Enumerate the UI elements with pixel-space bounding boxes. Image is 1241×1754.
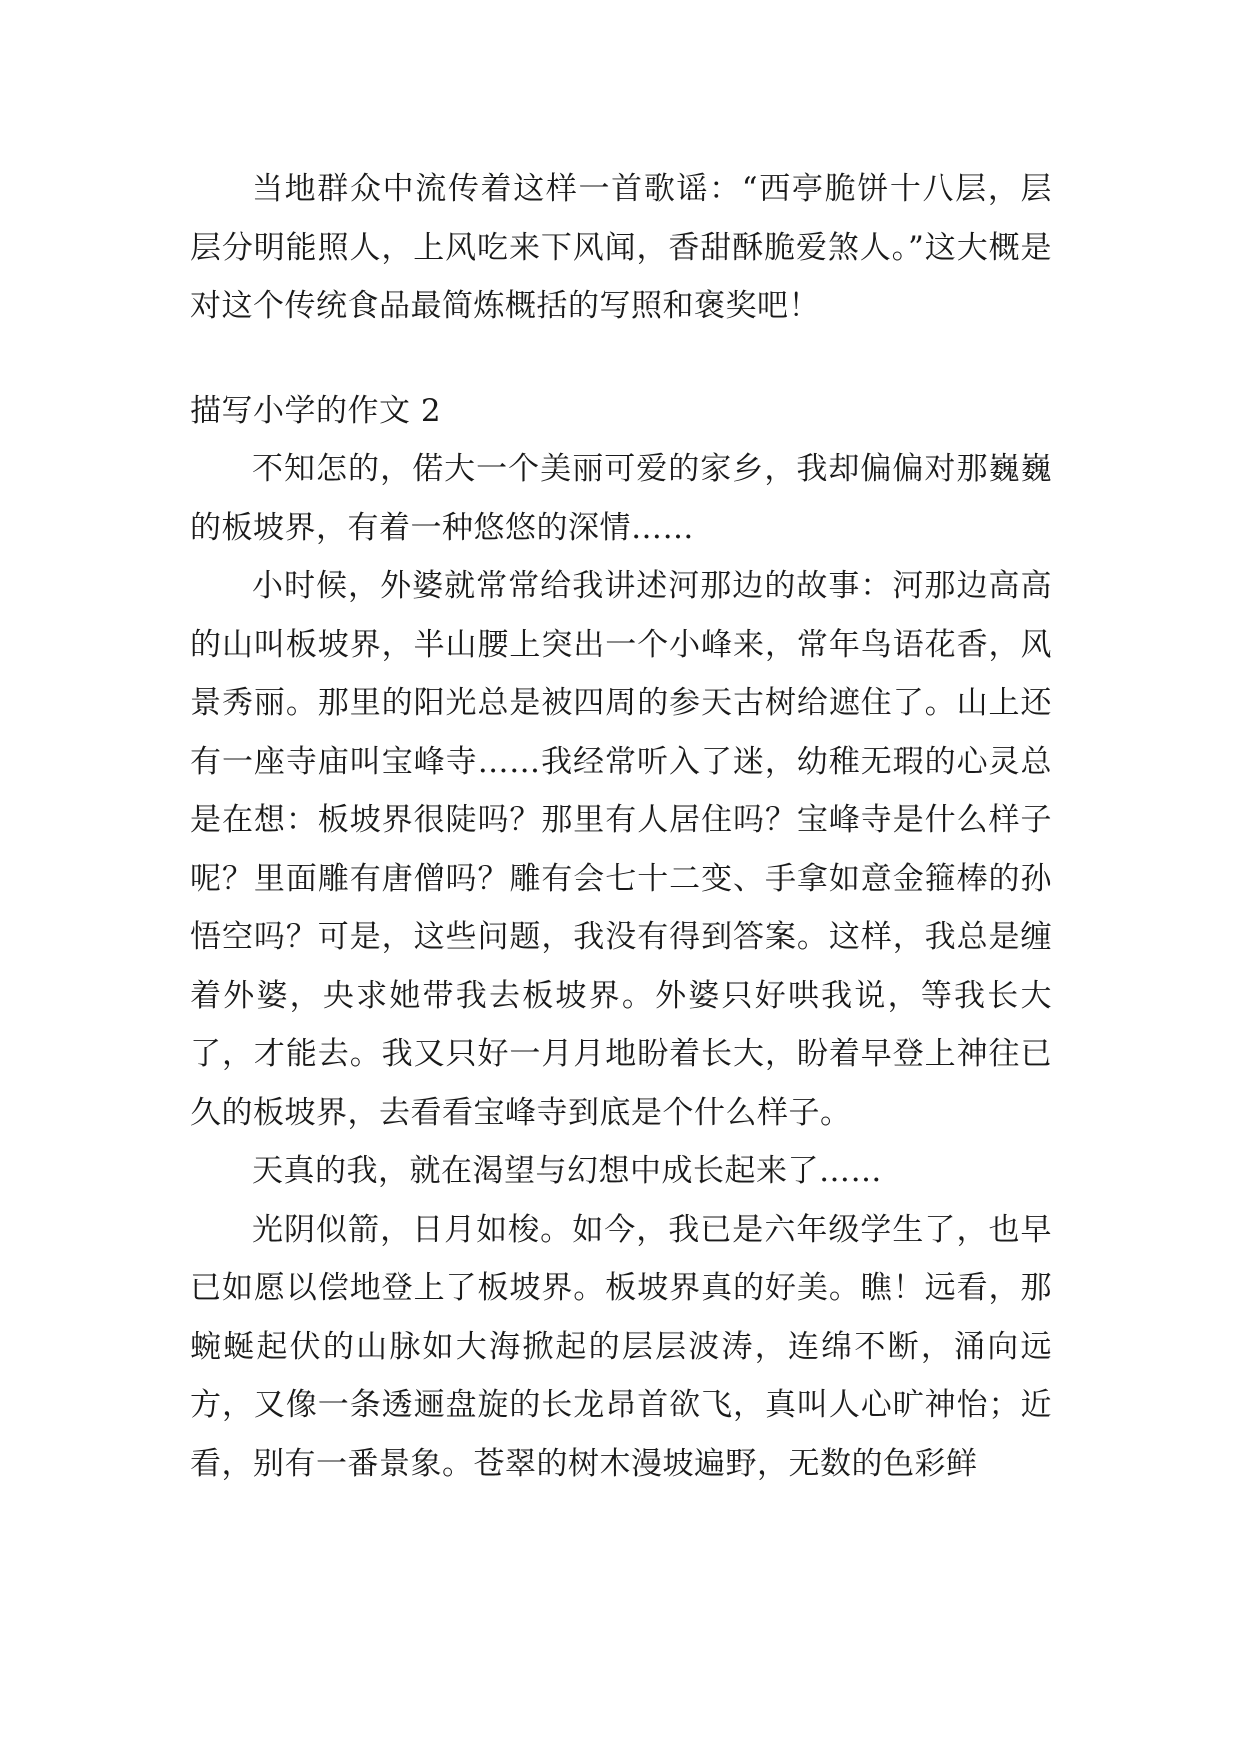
document-body <box>190 160 1052 1493</box>
paragraph-intro: 不知怎的，偌大一个美丽可爱的家乡，我却偏偏对那巍巍的板坡界，有着一种悠悠的深情…… <box>190 451 1052 546</box>
paragraph-folk-song: 当地群众中流传着这样一首歌谣：“西亭脆饼十八层，层层分明能照人，上风吃来下风闻，香甜酥脆爱煞人。”这大概是对这个传统食品最简炼概括的写照和褒奖吧！ <box>190 171 1052 324</box>
paragraph-childhood: 小时候，外婆就常常给我讲述河那边的故事：河那边高高的山叫板坡界，半山腰上突出一个小峰来，常年鸟语花香，风景秀丽。那里的阳光总是被四周的参天古树给遮住了。山上还有一座寺庙叫宝峰寺……我经常听入了迷，幼稚无瑕的心灵总是在想：板坡界很陡吗？那里有人居住吗？宝峰寺是什么样子呢？里面雕有唐僧吗？雕有会七十二变、手拿如意金箍棒的孙悟空吗？可是，这些问题，我没有得到答案。这样，我总是缠着外婆，央求她带我去板坡界。外婆只好哄我说，等我长大了，才能去。我又只好一月月地盼着长大，盼着早登上神往已久的板坡界，去看看宝峰寺到底是个什么样子。 <box>190 568 1052 1131</box>
paragraph-growing-up: 天真的我，就在渴望与幻想中成长起来了…… <box>252 1153 882 1189</box>
essay-heading: 描写小学的作文 2 <box>190 392 442 429</box>
paragraph-present: 光阴似箭，日月如梭。如今，我已是六年级学生了，也早已如愿以偿地登上了板坡界。板坡界真的好美。瞧！远看，那蜿蜒起伏的山脉如大海掀起的层层波涛，连绵不断，涌向远方，又像一条透逦盘旋的长龙昂首欲飞，真叫人心旷神怡；近看，别有一番景象。苍翠的树木漫坡遍野，无数的色彩鲜 <box>190 1211 1052 1482</box>
